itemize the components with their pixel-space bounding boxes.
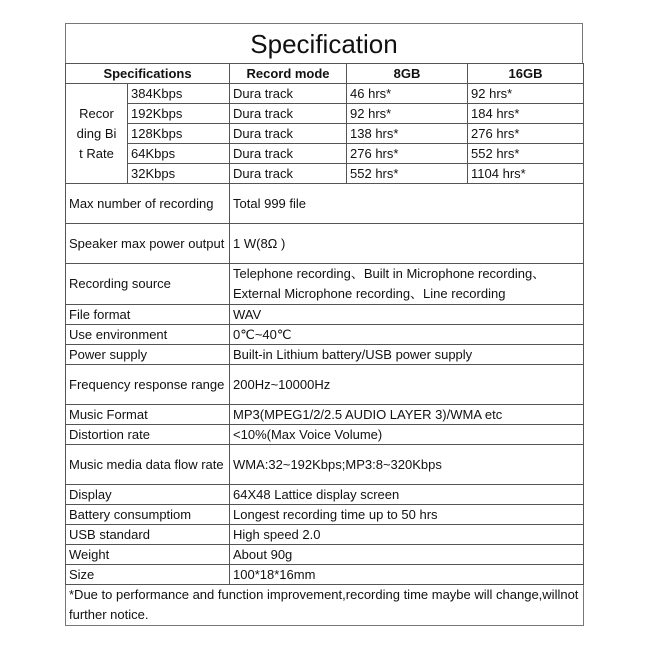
spec-row-music-format [66, 405, 584, 425]
header-specifications: Specifications [66, 64, 230, 84]
bitrate-row [66, 84, 584, 104]
bitrate-row [66, 104, 584, 124]
spec-row-file-format [66, 305, 584, 325]
header-16gb: 16GB [468, 64, 584, 84]
bitrate-row [66, 164, 584, 184]
bitrate-value: 64Kbps [128, 144, 230, 164]
spec-label: Distortion rate [66, 425, 230, 445]
hours-16gb: 552 hrs* [468, 144, 584, 164]
spec-row-recording-source [66, 264, 584, 305]
spec-row-frequency-response [66, 365, 584, 405]
recording-bit-rate-label: Recor ding Bit Rate [66, 84, 128, 184]
header-record-mode: Record mode [230, 64, 347, 84]
spec-table [65, 63, 584, 626]
spec-label: File format [66, 305, 230, 325]
spec-label: Music media data flow rate [66, 445, 230, 485]
spec-label: Power supply [66, 345, 230, 365]
bitrate-value: 32Kbps [128, 164, 230, 184]
spec-label: Frequency response range [66, 365, 230, 405]
spec-row-speaker-power [66, 224, 584, 264]
spec-row-usb-standard [66, 525, 584, 545]
spec-value: Telephone recording、Built in Microphone recording、External Microphone recording、Line recording [230, 264, 584, 305]
record-mode-value: Dura track [230, 144, 347, 164]
record-mode-value: Dura track [230, 84, 347, 104]
spec-row-use-environment [66, 325, 584, 345]
hours-16gb: 1104 hrs* [468, 164, 584, 184]
hours-8gb: 92 hrs* [347, 104, 468, 124]
spec-value: 100*18*16mm [230, 565, 584, 585]
hours-8gb: 138 hrs* [347, 124, 468, 144]
spec-value: High speed 2.0 [230, 525, 584, 545]
spec-value: Total 999 file [230, 184, 584, 224]
spec-row-power-supply [66, 345, 584, 365]
hours-8gb: 552 hrs* [347, 164, 468, 184]
spec-label: Recording source [66, 264, 230, 305]
record-mode-value: Dura track [230, 124, 347, 144]
spec-label: Speaker max power output [66, 224, 230, 264]
header-8gb: 8GB [347, 64, 468, 84]
spec-value: MP3(MPEG1/2/2.5 AUDIO LAYER 3)/WMA etc [230, 405, 584, 425]
hours-8gb: 46 hrs* [347, 84, 468, 104]
specification-sheet [65, 23, 583, 626]
hours-16gb: 276 hrs* [468, 124, 584, 144]
record-mode-value: Dura track [230, 104, 347, 124]
spec-value: Longest recording time up to 50 hrs [230, 505, 584, 525]
bitrate-value: 192Kbps [128, 104, 230, 124]
spec-value: 64X48 Lattice display screen [230, 485, 584, 505]
spec-value: 0℃~40℃ [230, 325, 584, 345]
spec-label: Battery consumptiom [66, 505, 230, 525]
spec-row-media-flow-rate [66, 445, 584, 485]
spec-label: Music Format [66, 405, 230, 425]
spec-label: USB standard [66, 525, 230, 545]
spec-label: Size [66, 565, 230, 585]
spec-row-battery [66, 505, 584, 525]
footnote: *Due to performance and function improvement,recording time maybe will change,willnot further notice. [66, 585, 584, 626]
spec-row-distortion-rate [66, 425, 584, 445]
spec-value: <10%(Max Voice Volume) [230, 425, 584, 445]
bitrate-row [66, 124, 584, 144]
spec-row-display [66, 485, 584, 505]
spec-row-weight [66, 545, 584, 565]
bitrate-value: 128Kbps [128, 124, 230, 144]
record-mode-value: Dura track [230, 164, 347, 184]
spec-label: Max number of recording [66, 184, 230, 224]
spec-value: WMA:32~192Kbps;MP3:8~320Kbps [230, 445, 584, 485]
spec-value: 1 W(8Ω ) [230, 224, 584, 264]
spec-value: About 90g [230, 545, 584, 565]
spec-row-size [66, 565, 584, 585]
footnote-row [66, 585, 584, 626]
page-title: Specification [65, 23, 583, 63]
spec-row-max-recording [66, 184, 584, 224]
hours-16gb: 92 hrs* [468, 84, 584, 104]
hours-8gb: 276 hrs* [347, 144, 468, 164]
spec-value: 200Hz~10000Hz [230, 365, 584, 405]
spec-value: WAV [230, 305, 584, 325]
hours-16gb: 184 hrs* [468, 104, 584, 124]
bitrate-row [66, 144, 584, 164]
spec-label: Use environment [66, 325, 230, 345]
spec-label: Weight [66, 545, 230, 565]
spec-label: Display [66, 485, 230, 505]
spec-value: Built-in Lithium battery/USB power supply [230, 345, 584, 365]
header-row [66, 64, 584, 84]
bitrate-value: 384Kbps [128, 84, 230, 104]
